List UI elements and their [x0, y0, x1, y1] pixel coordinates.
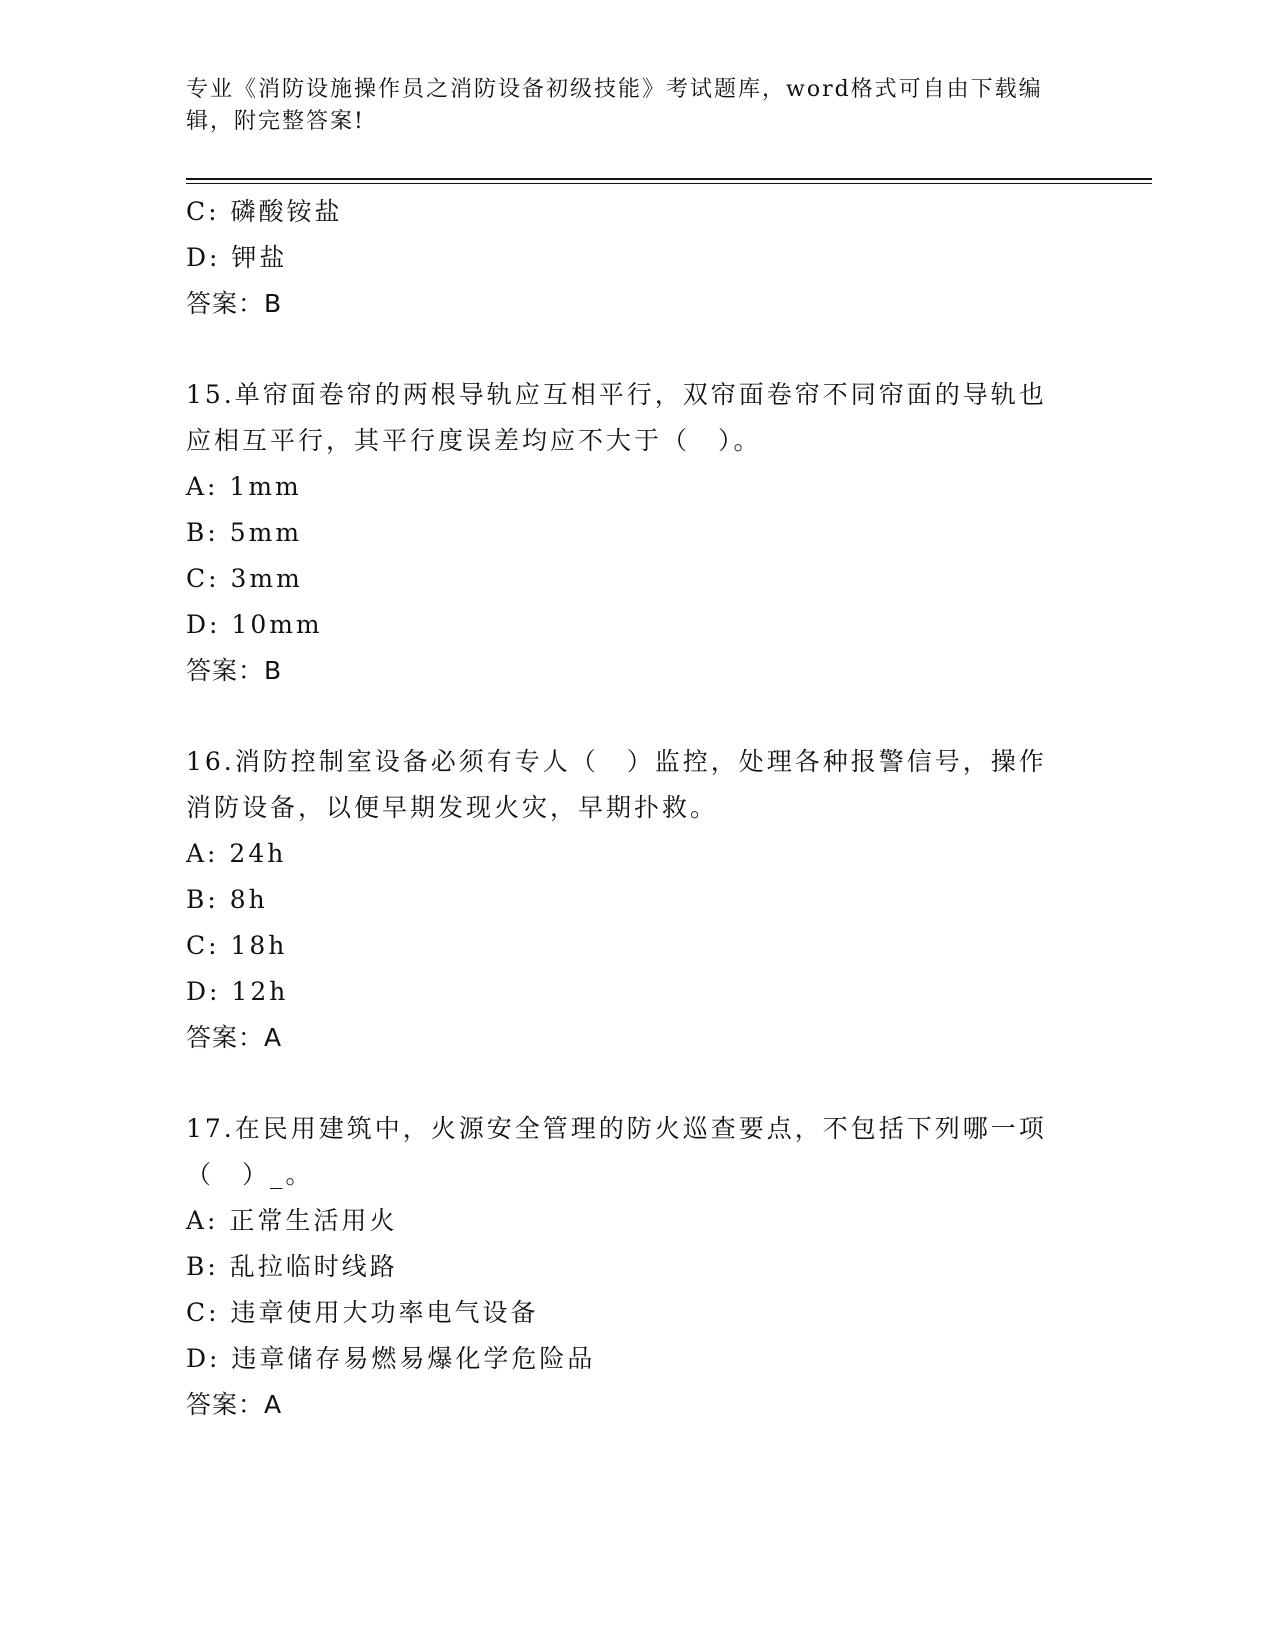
answer-line: 答案：B: [186, 656, 283, 685]
option-b: B: 乱拉临时线路: [186, 1252, 398, 1281]
header-divider-thick: [186, 178, 1152, 180]
header-divider-thin: [186, 183, 1152, 184]
option-d: D: 12h: [186, 977, 289, 1006]
prev-question-block: [186, 189, 1086, 327]
option-a: A: 24h: [186, 839, 287, 868]
answer-line: 答案：A: [186, 1390, 283, 1419]
option-a: A: 1mm: [186, 472, 302, 501]
option-d: D: 违章储存易燃易爆化学危险品: [186, 1344, 596, 1373]
question-list: [186, 189, 1086, 1428]
answer-line: 答案：B: [186, 289, 283, 318]
spacer: [186, 1061, 1086, 1106]
option-c: C: 18h: [186, 931, 288, 960]
answer-line: 答案：A: [186, 1023, 283, 1052]
option-d: D: 10mm: [186, 610, 323, 639]
option-c: C: 违章使用大功率电气设备: [186, 1298, 539, 1327]
question-17: [186, 1106, 1086, 1428]
option-d: D: 钾盐: [186, 243, 288, 272]
document-header: [186, 74, 1066, 138]
question-16: [186, 739, 1086, 1061]
question-stem-line: 消防设备，以便早期发现火灾，早期扑救。: [186, 793, 719, 822]
option-a: A: 正常生活用火: [186, 1206, 398, 1235]
question-stem-line: 15.单帘面卷帘的两根导轨应互相平行，双帘面卷帘不同帘面的导轨也: [186, 380, 1047, 409]
question-stem-line: 16.消防控制室设备必须有专人（ ）监控，处理各种报警信号，操作: [186, 747, 1047, 776]
spacer: [186, 694, 1086, 739]
option-c: C: 3mm: [186, 564, 303, 593]
spacer: [186, 327, 1086, 372]
option-c: C: 磷酸铵盐: [186, 197, 343, 226]
question-stem-line: 应相互平行，其平行度误差均应不大于（ ）。: [186, 426, 762, 455]
header-line-1: 专业《消防设施操作员之消防设备初级技能》考试题库，word格式可自由下载编: [186, 77, 1043, 102]
header-line-2: 辑，附完整答案!: [186, 109, 365, 134]
question-stem-line: 17.在民用建筑中，火源安全管理的防火巡查要点，不包括下列哪一项: [186, 1114, 1047, 1143]
option-b: B: 8h: [186, 885, 268, 914]
option-b: B: 5mm: [186, 518, 303, 547]
question-stem-line: （ ）_。: [186, 1160, 314, 1189]
question-15: [186, 372, 1086, 694]
